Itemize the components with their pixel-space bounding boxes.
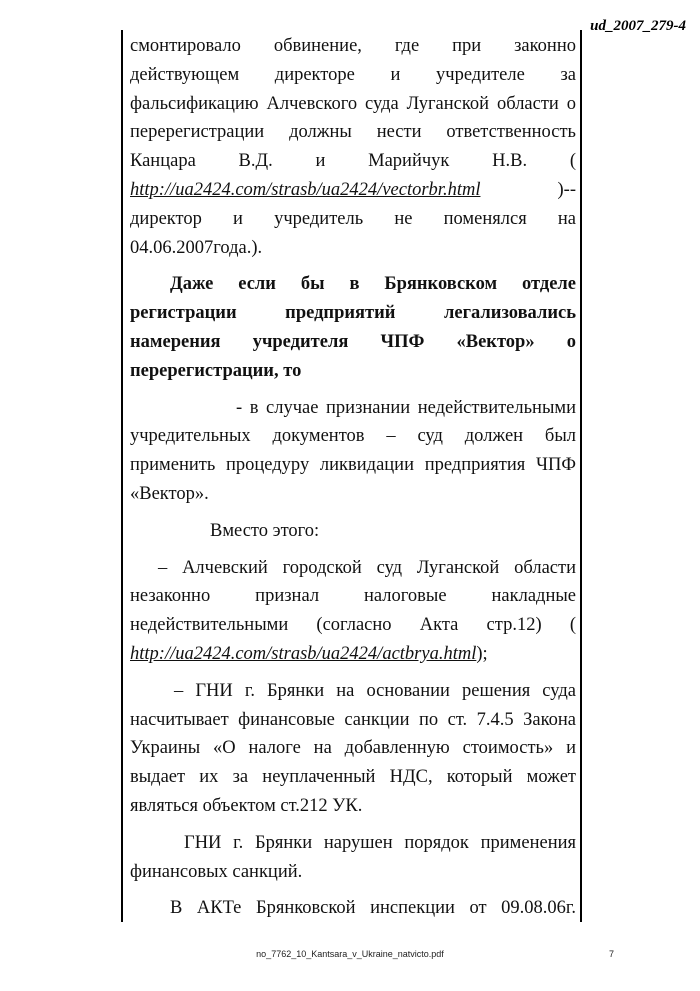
text-line: финансовых санкций. xyxy=(130,861,303,882)
text-line: незаконно признал налоговые накладные xyxy=(130,586,576,607)
text-line: являться объектом ст.212 УК. xyxy=(130,795,363,816)
text-line: ГНИ г. Брянки нарушен порядок применения xyxy=(184,832,576,853)
document-id-header: ud_2007_279-4 xyxy=(590,18,686,34)
left-margin-rule xyxy=(121,30,123,922)
bold-text-line: перерегистрации, то xyxy=(130,360,302,381)
text-line: выдает их за неуплаченный НДС, который может xyxy=(130,767,576,788)
text-line: Вместо этого: xyxy=(210,520,320,541)
text-line: учредительных документов – суд должен был xyxy=(130,426,576,447)
text-line: «Вектор». xyxy=(130,483,209,504)
text-line: смонтировало обвинение, где при законно xyxy=(130,36,576,56)
bold-text-line: намерения учредителя ЧПФ «Вектор» о xyxy=(130,331,576,352)
text-line: действующем директоре и учредителе за xyxy=(130,64,576,85)
text-line: – ГНИ г. Брянки на основании решения суда xyxy=(174,680,576,701)
footer-filename: no_7762_10_Kantsara_v_Ukraine_natvicto.pdf xyxy=(256,949,444,959)
text-line: насчитывает финансовые санкции по ст. 7.4.5 Закона xyxy=(130,709,576,730)
text-line: фальсификацию Алчевского суда Луганской области о xyxy=(130,93,576,114)
bold-text-line: регистрации предприятий легализовались xyxy=(130,303,576,324)
text-line: перерегистрации должны нести ответственность xyxy=(130,122,576,143)
text-fragment: )-- xyxy=(557,179,576,200)
footer-page-number: 7 xyxy=(609,949,615,959)
right-margin-rule xyxy=(580,30,582,922)
text-fragment: ); xyxy=(476,643,488,664)
text-line: - в случае признании недействительными xyxy=(236,397,576,418)
text-line-with-link xyxy=(130,640,576,669)
text-line-with-link xyxy=(130,176,576,205)
text-line: – Алчевский городской суд Луганской области xyxy=(158,557,576,578)
document-body xyxy=(130,32,576,923)
text-line: 04.06.2007года.). xyxy=(130,237,263,258)
text-line: Канцара В.Д. и Марийчук Н.В. ( xyxy=(130,151,576,172)
text-line: В АКТе Брянковской инспекции от 09.08.06г. xyxy=(170,898,576,919)
text-line: недействительными (согласно Акта стр.12) ( xyxy=(130,615,576,636)
text-line: применить процедуру ликвидации предприятия ЧПФ xyxy=(130,455,576,476)
actbrya-link[interactable]: http://ua2424.com/strasb/ua2424/actbrya.html xyxy=(130,643,477,664)
vectorbr-link[interactable]: http://ua2424.com/strasb/ua2424/vectorbr.html xyxy=(130,179,481,200)
text-line: Украины «О налоге на добавленную стоимость» и xyxy=(130,738,576,759)
bold-text-line: Даже если бы в Брянковском отделе xyxy=(170,274,576,295)
text-line: директор и учредитель не поменялся на xyxy=(130,208,576,229)
